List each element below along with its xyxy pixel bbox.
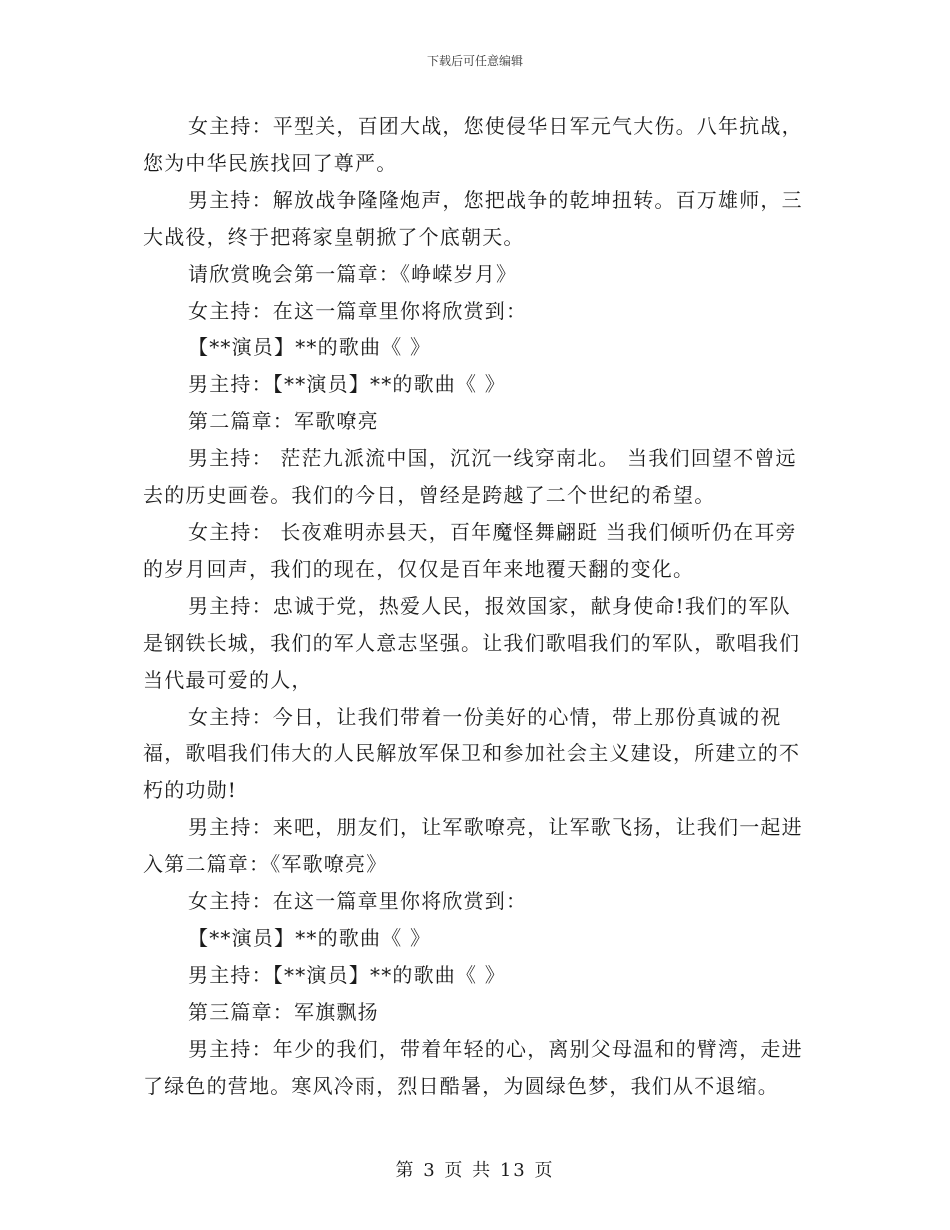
paragraph: 第二篇章：军歌嘹亮 <box>188 409 379 434</box>
page-number-footer: 第 3 页 共 13 页 <box>395 1160 555 1181</box>
paragraph: 女主持：今日，让我们带着一份美好的心情，带上那份真诚的祝福，歌唱我们伟大的人民解放军保卫和参加社会主义建设，所建立的不朽的功勋! <box>143 704 801 803</box>
paragraph: 第三篇章：军旗飘扬 <box>188 999 379 1024</box>
paragraph: 女主持：在这一篇章里你将欣赏到： <box>188 889 528 914</box>
paragraph: 【**演员】**的歌曲《 》 <box>188 335 432 360</box>
paragraph: 男主持：来吧，朋友们，让军歌嘹亮，让军歌飞扬，让我们一起进入第二篇章：《军歌嘹亮》 <box>143 815 803 877</box>
paragraph: 男主持： 茫茫九派流中国，沉沉一线穿南北。 当我们回望不曾远去的历史画卷。我们的今日，曾经是跨越了二个世纪的希望。 <box>143 446 797 508</box>
paragraph: 【**演员】**的歌曲《 》 <box>188 925 432 950</box>
paragraph: 男主持：年少的我们，带着年轻的心，离别父母温和的臂湾，走进了绿色的营地。寒风冷雨，烈日酷暑，为圆绿色梦，我们从不退缩。 <box>143 1036 803 1098</box>
paragraph: 女主持：平型关，百团大战，您使侵华日军元气大伤。八年抗战，您为中华民族找回了尊严。 <box>143 114 803 175</box>
paragraph: 请欣赏晚会第一篇章：《峥嵘岁月》 <box>188 261 518 286</box>
paragraph: 男主持：【**演员】**的歌曲《 》 <box>188 962 506 987</box>
page-header: 下载后可任意编辑 <box>426 54 523 68</box>
paragraph: 男主持：忠诚于党，热爱人民，报效国家，献身使命!我们的军队是钢铁长城，我们的军人意志坚强。让我们歌唱我们的军队，歌唱我们当代最可爱的人， <box>143 593 801 692</box>
document-body <box>143 108 807 1104</box>
paragraph: 男主持：【**演员】**的歌曲《 》 <box>188 372 506 397</box>
paragraph: 男主持：解放战争隆隆炮声，您把战争的乾坤扭转。百万雄师，三大战役，终于把蒋家皇朝掀了个底朝天。 <box>143 187 803 249</box>
paragraph: 女主持： 长夜难明赤县天，百年魔怪舞翩跹 当我们倾听仍在耳旁的岁月回声，我们的现在，仅仅是百年来地覆天翻的变化。 <box>143 519 797 581</box>
paragraph: 女主持：在这一篇章里你将欣赏到： <box>188 298 528 323</box>
